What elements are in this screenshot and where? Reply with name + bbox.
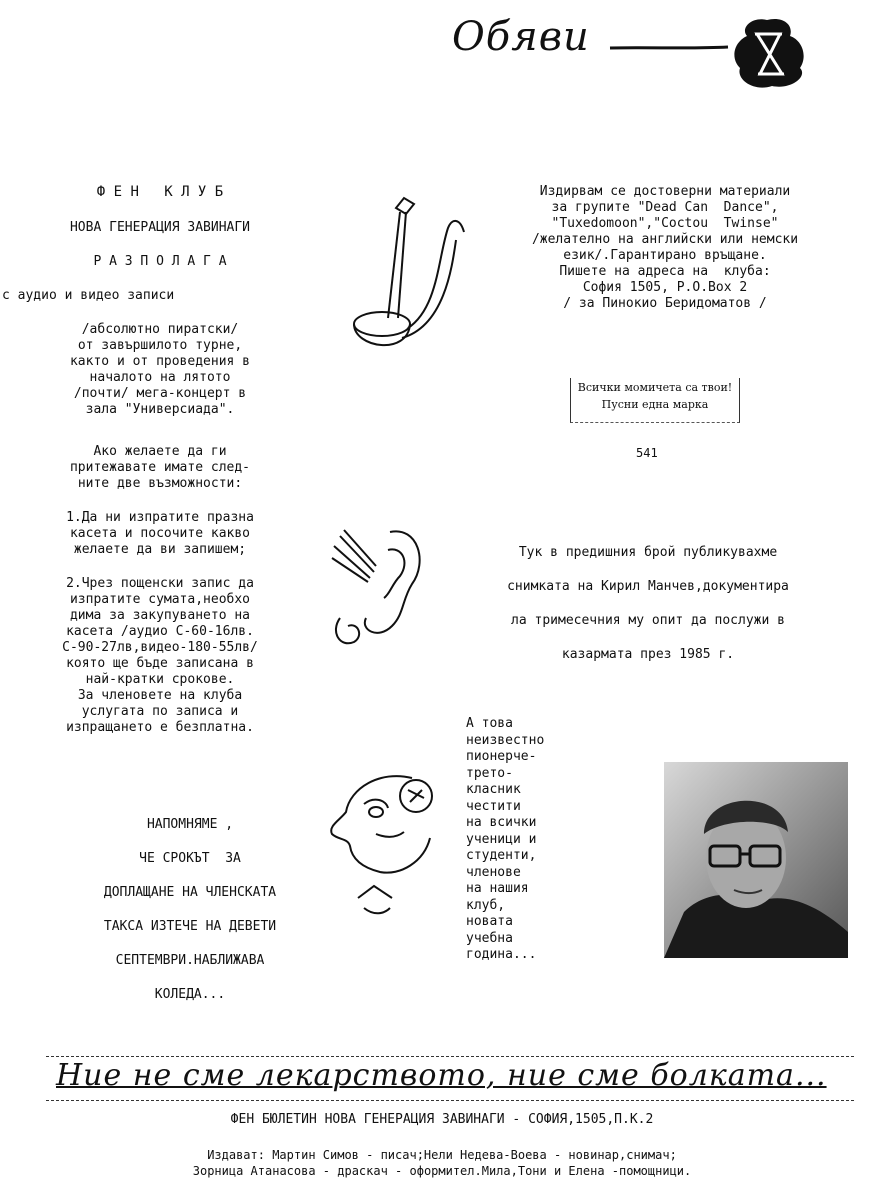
title-underline xyxy=(610,44,730,52)
text-line: снимката на Кирил Манчев,документира xyxy=(507,579,789,594)
text-line: началото на лятото xyxy=(89,370,231,385)
records-line: с аудио и видео записи xyxy=(2,288,175,303)
text-line: касета и посочите какво xyxy=(69,526,250,541)
slogan: Ние не сме лекарството, ние сме болката... xyxy=(56,1058,827,1093)
text-line: клуб, xyxy=(466,897,506,913)
text-line: трето- xyxy=(466,765,513,781)
text-line: година... xyxy=(466,947,537,962)
text-line: членове xyxy=(466,864,521,880)
text-line: НАПОМНЯМЕ , xyxy=(146,817,234,832)
page-title: Обяви xyxy=(452,14,590,60)
bulletin-line: ФЕН БЮЛЕТИН НОВА ГЕНЕРАЦИЯ ЗАВИНАГИ - СОФИЯ,1505,П.К.2 xyxy=(230,1112,654,1127)
paragraph-options-intro xyxy=(0,444,320,492)
text-line: Тук в предишния брой публикувахме xyxy=(518,545,778,560)
text-line: /абсолютно пиратски/ xyxy=(81,322,239,337)
text-line: на нашия xyxy=(466,881,529,896)
paragraph-tour xyxy=(0,322,320,418)
wanted-materials xyxy=(470,184,860,312)
footer-divider xyxy=(46,1100,854,1101)
text-line: 2.Чрез пощенски запис да xyxy=(66,576,254,591)
stamp-number: 541 xyxy=(636,446,658,460)
text-line: / за Пинокио Беридоматов / xyxy=(563,296,767,311)
text-line: КОЛЕДА... xyxy=(154,987,226,1002)
text-line: Ако желаете да ги xyxy=(93,444,227,459)
text-line: неизвестно xyxy=(466,732,545,748)
text-line: език/.Гарантирано връщане. xyxy=(563,248,767,263)
text-line: ните две възможности: xyxy=(77,476,243,491)
text-line: класник xyxy=(466,782,521,797)
text-line: изпратите сумата,необхо xyxy=(69,592,250,607)
text-line: учебна xyxy=(466,930,513,946)
text-line: Издирвам се достоверни материали xyxy=(539,184,791,199)
club-title: Ф Е Н К Л У Б xyxy=(96,184,224,200)
disposes-heading: Р А З П О Л А Г А xyxy=(93,254,227,269)
text-line: изпращането е безплатна. xyxy=(66,720,254,735)
credits-line: Зорница Атанасова - драскач - оформител.Мила,Тони и Елена -помощници. xyxy=(192,1164,692,1178)
option-two xyxy=(0,576,320,736)
stamp-line: Всички момичета са твои! xyxy=(577,381,733,394)
text-line: желаете да ви запишем; xyxy=(73,542,247,557)
text-line: "Tuxedomoon","Coctou Twinse" xyxy=(551,216,779,231)
greeting-note xyxy=(466,716,606,964)
boy-portrait-photo xyxy=(664,762,848,958)
text-line: която ще бъде записана в xyxy=(66,656,254,671)
text-line: за групите "Dead Can Dance", xyxy=(551,200,779,215)
text-line: казармата през 1985 г. xyxy=(561,647,735,662)
text-line: Пишете на адреса на клуба: xyxy=(559,264,771,279)
text-line: от завършилото турне, xyxy=(77,338,243,353)
text-line: на всички xyxy=(466,815,537,830)
text-line: студенти, xyxy=(466,848,537,863)
face-doodle-icon xyxy=(320,768,440,928)
stamp-box xyxy=(570,378,740,423)
option-one xyxy=(0,510,320,558)
ear-doodle-icon xyxy=(330,522,430,662)
text-line: честити xyxy=(466,798,521,814)
text-line: новата xyxy=(466,914,513,929)
hourglass-logo-icon xyxy=(722,6,812,96)
text-line: /почти/ мега-концерт в xyxy=(73,386,247,401)
text-line: /желателно на английски или немски xyxy=(531,232,799,247)
text-line: 1.Да ни изпратите празна xyxy=(66,510,254,525)
footer-divider xyxy=(46,1056,854,1057)
text-line: София 1505, P.O.Box 2 xyxy=(582,280,748,295)
reminder-notice xyxy=(60,808,320,1012)
pipe-doodle-icon xyxy=(348,188,468,358)
text-line: За членовете на клуба xyxy=(77,688,243,703)
stamp-line: Пусни една марка xyxy=(601,398,709,411)
text-line: ЧЕ СРОКЪТ ЗА xyxy=(139,851,241,866)
text-line: ученици и xyxy=(466,831,537,847)
text-line: СЕПТЕМВРИ.НАБЛИЖАВА xyxy=(115,953,265,968)
text-line: притежавате имате след- xyxy=(69,460,250,475)
credits-line: Издават: Мартин Симов - писач;Нели Недева-Воева - новинар,снимач; xyxy=(207,1148,677,1162)
previous-issue-note xyxy=(448,536,848,672)
text-line: ТАКСА ИЗТЕЧЕ НА ДЕВЕТИ xyxy=(103,919,277,934)
text-line: С-90-27лв,видео-180-55лв/ xyxy=(62,640,258,655)
text-line: ДОПЛАЩАНЕ НА ЧЛЕНСКАТА xyxy=(103,885,277,900)
text-line: дима за закупуването на xyxy=(69,608,250,623)
text-line: както и от проведения в xyxy=(69,354,250,369)
text-line: ла тримесечния му опит да послужи в xyxy=(511,613,785,628)
text-line: зала "Универсиада". xyxy=(85,402,235,417)
text-line: най-кратки срокове. xyxy=(85,672,235,687)
text-line: пионерче- xyxy=(466,749,537,764)
text-line: А това xyxy=(466,716,513,731)
club-name: НОВА ГЕНЕРАЦИЯ ЗАВИНАГИ xyxy=(69,220,250,235)
text-line: касета /аудио С-60-16лв. xyxy=(66,624,254,639)
text-line: услугата по записа и xyxy=(81,704,239,719)
